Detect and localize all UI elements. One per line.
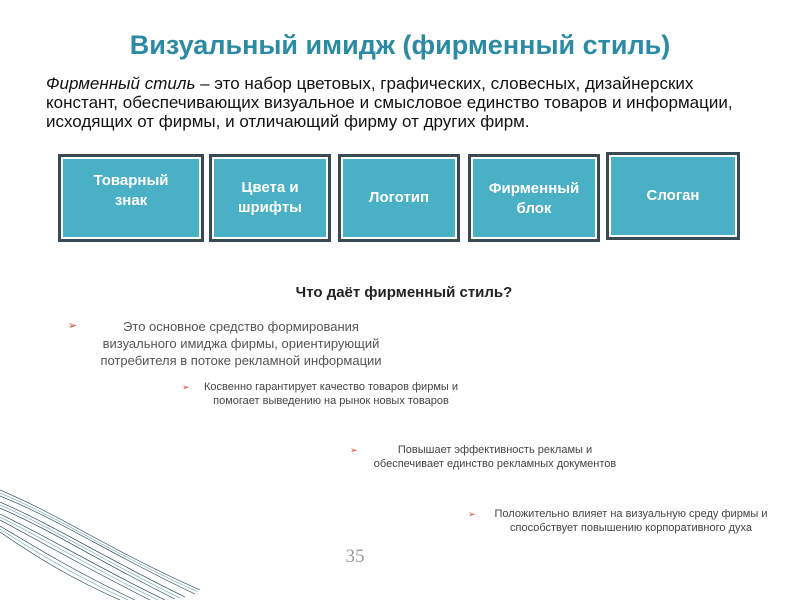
bullet-item	[182, 380, 466, 408]
box-label: Слоган	[646, 187, 700, 204]
bullet-item	[468, 507, 778, 535]
box-trademark	[58, 154, 204, 242]
box-colors-fonts	[209, 154, 331, 242]
bullet-arrow-icon: ➢	[350, 445, 358, 455]
box-label: Логотип	[368, 189, 430, 206]
box-label: Товарный знак	[93, 172, 169, 209]
box-label: Цвета и шрифты	[238, 179, 302, 216]
subheading: Что даёт фирменный стиль?	[295, 284, 513, 301]
definition-text: – это набор цветовых, графических, словесных, дизайнерских констант, обеспечивающих визуальное и смысловое единство товаров и информации, исходящих от фирмы, и отличающий фирму от других фирм.	[46, 74, 733, 131]
box-logo	[338, 154, 460, 242]
box-label: Фирменный блок	[488, 180, 580, 217]
bullet-item	[350, 443, 620, 471]
bullet-arrow-icon: ➢	[182, 382, 190, 392]
bullet-text: Повышает эффективность рекламы и обеспечивает единство рекламных документов	[373, 444, 617, 470]
definition-term: Фирменный стиль	[46, 74, 196, 93]
bullet-arrow-icon: ➢	[468, 509, 476, 519]
bullet-text: Положительно влияет на визуальную среду фирмы и способствует повышению корпоративного духа	[494, 508, 768, 534]
box-corporate-block	[468, 154, 600, 242]
page-number: 35	[345, 546, 365, 567]
bullet-text: Косвенно гарантирует качество товаров фирмы и помогает выведению на рынок новых товаров	[204, 381, 458, 407]
wave-decoration	[0, 470, 200, 600]
box-slogan	[606, 152, 740, 240]
definition-paragraph	[46, 74, 764, 131]
slide-title: Визуальный имидж (фирменный стиль)	[129, 30, 671, 60]
bullet-arrow-icon: ➢	[68, 320, 78, 332]
bullet-item	[68, 318, 396, 369]
bullet-text: Это основное средство формирования визуального имиджа фирмы, ориентирующий потребителя в потоке рекламной информации	[100, 319, 382, 368]
